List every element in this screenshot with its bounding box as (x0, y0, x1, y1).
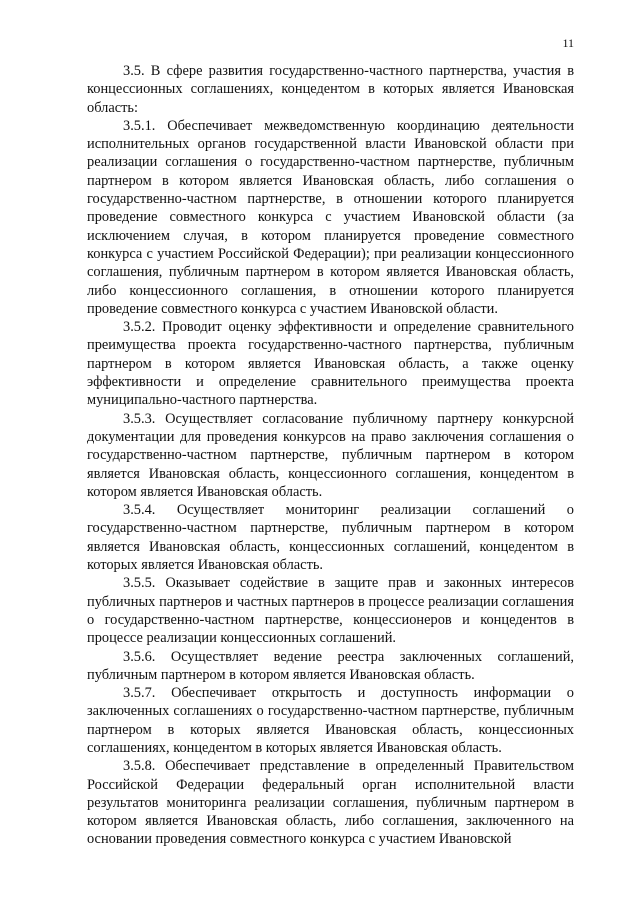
paragraph-3-5: 3.5. В сфере развития государственно-частного партнерства, участия в концессионных соглашениях, концедентом в которых является Ивановская область: (87, 63, 574, 116)
paragraph-3-5-2: 3.5.2. Проводит оценку эффективности и определение сравнительного преимущества проекта государственно-частного партнерства, публичным партнером в котором является Ивановская область, а также оценку эффективности и определение сравнительного преимущества проекта муниципально-частного партнерства. (87, 319, 574, 409)
document-body (87, 62, 574, 849)
paragraph-3-5-4: 3.5.4. Осуществляет мониторинг реализации соглашений о государственно-частном партнерстве, публичным партнером в котором является Ивановская область, концессионных соглашений, концедентом в которых является Ивановская область. (87, 502, 574, 574)
paragraph-3-5-7: 3.5.7. Обеспечивает открытость и доступность информации о заключенных соглашениях о государственно-частном партнерстве, публичным партнером в которых является Ивановская область, концессионных соглашениях, концедентом в которых является Ивановская область. (87, 685, 574, 756)
paragraph-3-5-8: 3.5.8. Обеспечивает представление в определенный Правительством Российской Федерации федеральный орган исполнительной власти результатов мониторинга реализации соглашения, публичным партнером в котором является Ивановская область, либо соглашения, заключенного на основании проведения совместного конкурса с участием Ивановской (87, 758, 574, 848)
paragraph-3-5-5: 3.5.5. Оказывает содействие в защите прав и законных интересов публичных партнеров и частных партнеров в процессе реализации соглашения о государственно-частном партнерстве, концессионеров и концедентов в процессе реализации концессионных соглашений. (87, 575, 574, 647)
page-number: 11 (562, 36, 574, 50)
paragraph-3-5-1: 3.5.1. Обеспечивает межведомственную координацию деятельности исполнительных органов государственной власти Ивановской области при реализации соглашения о государственно-частном партнерстве, публичным партнером в котором является Ивановская область, либо соглашения о государственно-частном партнерстве, в отношении которого планируется проведение совместного конкурса с участием Ивановской области (за исключением случая, в котором планируется проведение совместного конкурса с участием Российской Федерации); при реализации концессионного соглашения, публичным партнером в котором является Ивановская область, либо концессионного соглашения, в отношении которого планируется проведение совместного конкурса с участием Ивановской области. (87, 117, 574, 317)
paragraph-3-5-6: 3.5.6. Осуществляет ведение реестра заключенных соглашений, публичным партнером в котором является Ивановская область. (87, 648, 574, 683)
paragraph-3-5-3: 3.5.3. Осуществляет согласование публичному партнеру конкурсной документации для проведения конкурсов на право заключения соглашения о государственно-частном партнерстве, публичным партнером в котором является Ивановская область, концессионного соглашения, концедентом в котором является Ивановская область. (87, 410, 574, 500)
